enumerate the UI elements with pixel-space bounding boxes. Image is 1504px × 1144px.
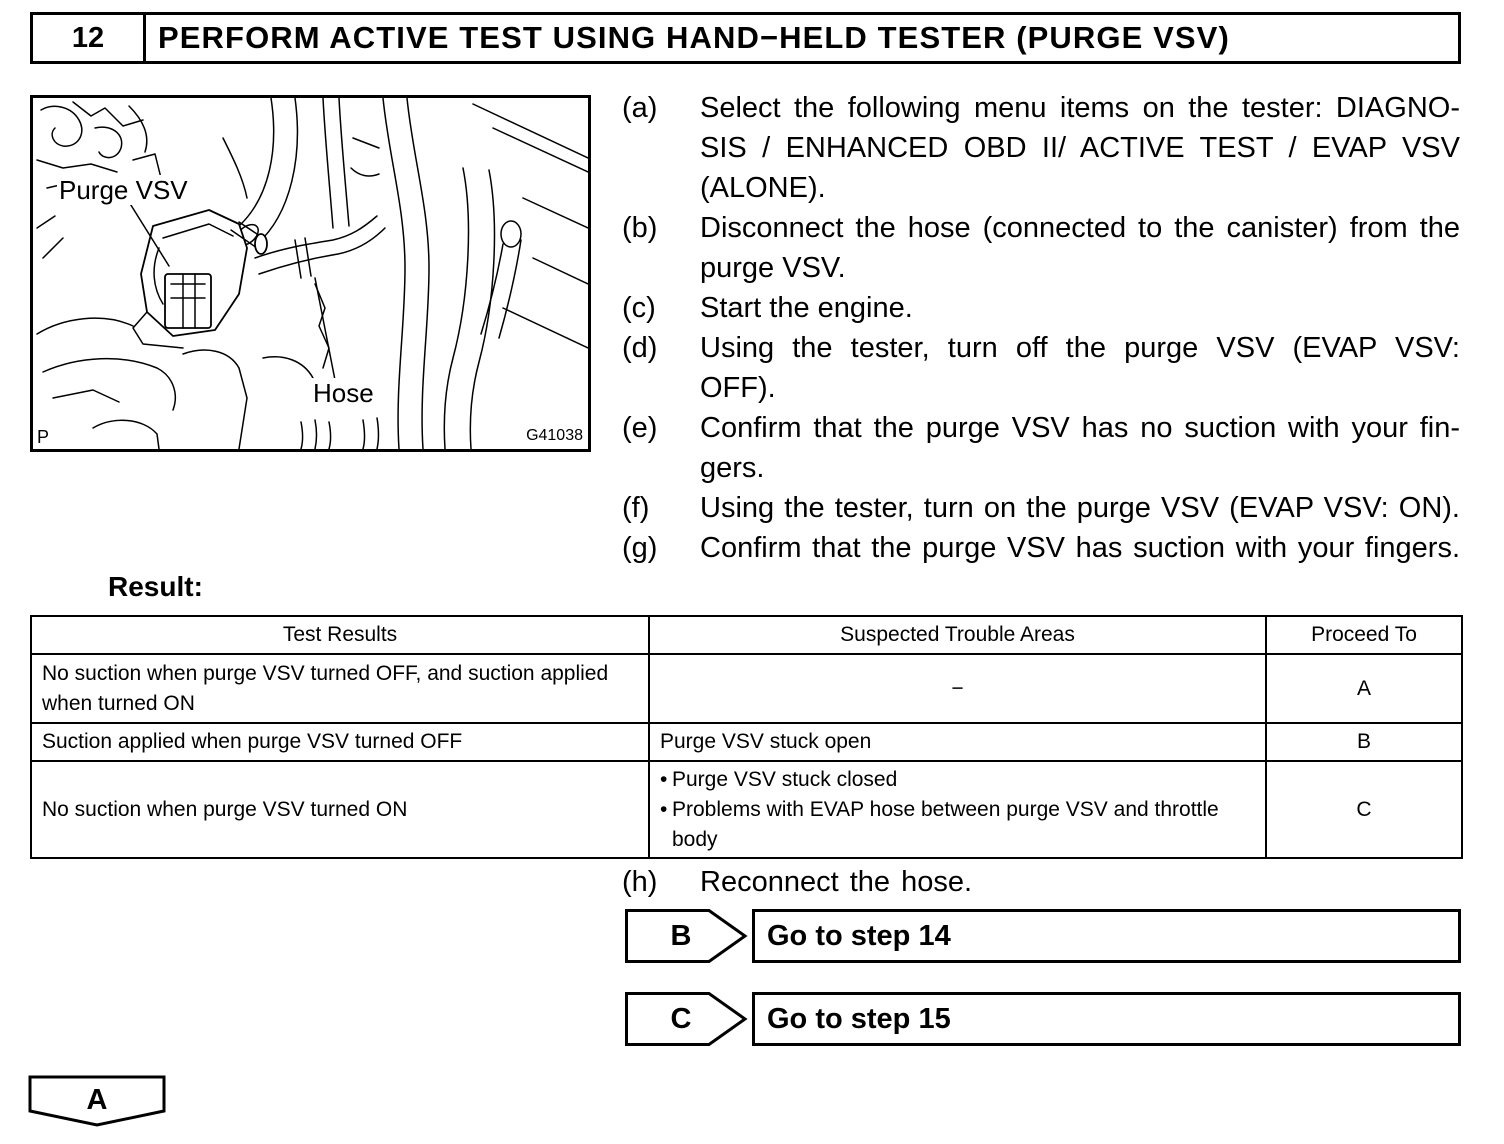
trouble-areas-cell <box>649 761 1266 858</box>
hose-label: Hose <box>313 378 374 408</box>
engine-detail-line <box>129 106 147 152</box>
engine-detail-line <box>37 216 55 228</box>
step-line: gers. <box>700 452 765 484</box>
trouble-area-item: • Purge VSV stuck closed <box>660 765 1255 795</box>
engine-detail-line <box>53 390 119 402</box>
result-heading: Result: <box>108 571 203 602</box>
continue-marker-a <box>28 1075 166 1127</box>
column-header-test-results: Test Results <box>31 616 649 654</box>
engine-ridge-line <box>363 420 365 449</box>
column-header-trouble-areas: Suspected Trouble Areas <box>649 616 1266 654</box>
engine-detail-line <box>223 138 247 198</box>
test-result-cell: Suction applied when purge VSV turned OFF <box>31 723 649 761</box>
step-a <box>622 88 1460 208</box>
step-text <box>700 408 1460 488</box>
test-result-cell: No suction when purge VSV turned ON <box>31 761 649 858</box>
vertical-tube-edge <box>383 98 405 449</box>
continue-code: A <box>86 1084 108 1116</box>
step-h <box>622 862 1460 902</box>
step-label: (a) <box>622 92 658 124</box>
step-label: (c) <box>622 292 656 324</box>
engine-detail-line <box>503 308 588 348</box>
engine-detail-line <box>37 318 133 334</box>
step-label: (f) <box>622 492 650 524</box>
leader-line-hose <box>315 278 335 380</box>
step-text <box>700 488 1460 528</box>
table-row <box>31 654 1462 723</box>
step-line: Confirm that the purge VSV has suction with your fingers. <box>700 532 1460 564</box>
engine-detail-line <box>533 258 588 284</box>
tube-edge <box>339 98 349 226</box>
procedure-steps <box>622 88 1460 568</box>
purge-vsv-label: Purge VSV <box>59 175 188 205</box>
branch-b <box>625 909 1461 963</box>
step-text <box>700 862 1460 902</box>
step-c <box>622 288 1460 328</box>
illustration-figure <box>30 95 591 452</box>
result-table <box>30 615 1463 859</box>
test-result-cell: No suction when purge VSV turned OFF, and suction applied when turned ON <box>31 654 649 723</box>
engine-detail-line <box>41 106 82 146</box>
table-row <box>31 761 1462 858</box>
proceed-to-cell: A <box>1266 654 1462 723</box>
engine-detail-line <box>351 168 379 176</box>
trouble-areas-list <box>660 765 1255 855</box>
step-text <box>700 88 1460 208</box>
vertical-tube-edge <box>407 98 429 449</box>
step-line: (ALONE). <box>700 172 826 204</box>
step-line: Start the engine. <box>700 292 913 324</box>
vsv-connector <box>165 274 211 328</box>
trouble-areas-cell: Purge VSV stuck open <box>649 723 1266 761</box>
step-line: OFF). <box>700 372 776 404</box>
engine-detail-line <box>95 127 122 157</box>
step-header <box>30 12 1461 64</box>
engine-detail-line <box>523 198 588 228</box>
step-text <box>700 328 1460 408</box>
branch-code: C <box>670 1003 692 1035</box>
step-line: purge VSV. <box>700 252 846 284</box>
step-text <box>700 208 1460 288</box>
go-to-step-15-button[interactable]: Go to step 15 <box>752 992 1461 1046</box>
upper-hose-edge <box>239 98 274 226</box>
wire-harness-line <box>315 284 329 368</box>
vertical-tube-edge <box>470 170 494 449</box>
step-number: 12 <box>33 15 146 61</box>
engine-detail-line <box>493 128 588 172</box>
vsv-nipple-end <box>255 234 267 254</box>
step-f <box>622 488 1460 528</box>
step-line: SIS / ENHANCED OBD II/ ACTIVE TEST / EVAP VSV <box>700 132 1460 164</box>
step-label: (e) <box>622 412 658 444</box>
branch-c <box>625 992 1461 1046</box>
engine-detail-line <box>353 138 379 148</box>
step-line: Using the tester, turn on the purge VSV (EVAP VSV: ON). <box>700 492 1460 524</box>
upper-hose <box>232 98 297 249</box>
step-g <box>622 528 1460 568</box>
canister-hose-drawing <box>255 216 385 278</box>
step-line: Disconnect the hose (connected to the canister) from the <box>700 212 1460 244</box>
table-header-row <box>31 616 1462 654</box>
step-label: (g) <box>622 532 658 564</box>
engine-detail-line <box>37 160 117 172</box>
step-label: (b) <box>622 212 658 244</box>
step-e <box>622 408 1460 488</box>
engine-detail-line <box>43 359 175 410</box>
go-to-step-14-button[interactable]: Go to step 14 <box>752 909 1461 963</box>
step-d <box>622 328 1460 408</box>
step-label: (h) <box>622 866 658 898</box>
step-line: Confirm that the purge VSV has no suction with your fin- <box>700 412 1460 444</box>
engine-ridge-line <box>377 418 379 449</box>
step-text <box>700 528 1460 568</box>
proceed-to-cell: B <box>1266 723 1462 761</box>
step-label: (d) <box>622 332 658 364</box>
branch-code: B <box>670 920 692 952</box>
engine-detail-line <box>43 238 63 258</box>
tube-end <box>501 221 521 247</box>
purge-vsv-drawing <box>133 210 267 348</box>
figure-code: G41038 <box>526 427 583 444</box>
proceed-to-cell: C <box>1266 761 1462 858</box>
engine-ridge-line <box>315 420 317 449</box>
step-line: Reconnect the hose. <box>700 866 973 898</box>
trouble-areas-cell: − <box>649 654 1266 723</box>
column-header-proceed-to: Proceed To <box>1266 616 1462 654</box>
tube-edge <box>499 240 521 338</box>
vertical-tube-edge <box>444 168 468 449</box>
engine-detail-line <box>93 420 159 449</box>
step-line: Using the tester, turn off the purge VSV (EVAP VSV: <box>700 332 1460 364</box>
engine-detail-line <box>263 357 313 378</box>
canister-hose-edge <box>255 216 377 258</box>
engine-detail-line <box>473 104 588 158</box>
tube-edge <box>323 98 333 228</box>
step-b <box>622 208 1460 288</box>
engine-detail-line <box>73 102 143 126</box>
step-text <box>700 288 1460 328</box>
engine-ridge-line <box>329 422 331 449</box>
table-row <box>31 723 1462 761</box>
upper-hose-edge <box>257 98 297 244</box>
figure-corner-mark: P <box>37 427 50 447</box>
step-line: Select the following menu items on the tester: DIAGNO- <box>700 92 1460 124</box>
engine-detail-line <box>183 350 247 449</box>
step-title: PERFORM ACTIVE TEST USING HAND−HELD TESTER (PURGE VSV) <box>158 20 1230 55</box>
trouble-area-item: • Problems with EVAP hose between purge VSV and throttle body <box>660 795 1255 855</box>
engine-ridge-line <box>301 422 303 449</box>
